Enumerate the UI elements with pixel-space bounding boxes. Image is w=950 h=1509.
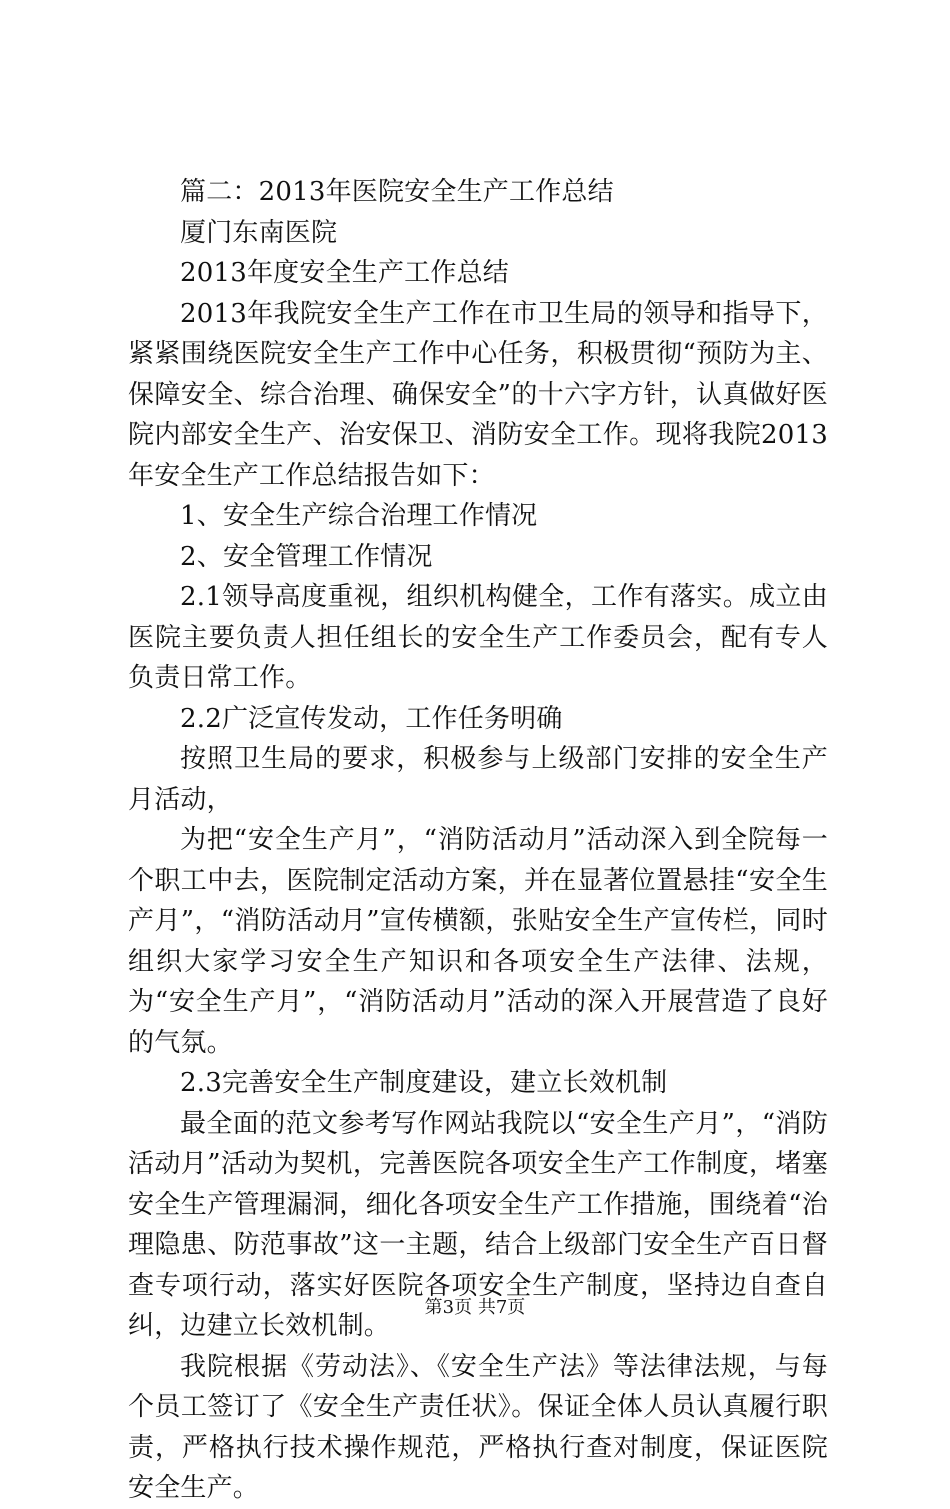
item-2-2-paragraph-a: 按照卫生局的要求，积极参与上级部门安排的安全生产月活动，: [128, 744, 828, 815]
organization-name: 厦门东南医院: [180, 217, 338, 248]
page-footer: 第3页 共7页: [424, 1297, 526, 1318]
item-2-3-heading: 2.3完善安全生产制度建设，建立长效机制: [180, 1068, 668, 1098]
item-2-1-paragraph: 2.1领导高度重视，组织机构健全，工作有落实。成立由医院主要负责人担任组长的安全生产工作委员会，配有专人负责日常工作。: [128, 582, 828, 693]
item-2-heading: 2、安全管理工作情况: [180, 541, 433, 572]
item-2-2-heading: 2.2广泛宣传发动，工作任务明确: [180, 703, 563, 734]
report-title: 2013年度安全生产工作总结: [180, 258, 509, 288]
item-2-2-paragraph-b: 为把“安全生产月”，“消防活动月”活动深入到全院每一个职工中去，医院制定活动方案，并在显著位置悬挂“安全生产月”，“消防活动月”宣传横额，张贴安全生产宣传栏，同时组织大家学习安全生产知识和各项安全生产法律、法规，为“安全生产月”，“消防活动月”活动的深入开展营造了良好的气氛。: [128, 825, 828, 1058]
intro-paragraph: 2013年我院安全生产工作在市卫生局的领导和指导下，紧紧围绕医院安全生产工作中心任务，积极贯彻“预防为主、保障安全、综合治理、确保安全”的十六字方针，认真做好医院内部安全生产、治安保卫、消防安全工作。现将我院2013年安全生产工作总结报告如下：: [128, 298, 828, 491]
section-heading: 篇二：2013年医院安全生产工作总结: [180, 177, 614, 207]
item-1-heading: 1、安全生产综合治理工作情况: [180, 501, 538, 531]
item-2-3-paragraph-b: 我院根据《劳动法》、《安全生产法》等法律法规，与每个员工签订了《安全生产责任状》。保证全体人员认真履行职责，严格执行技术操作规范，严格执行查对制度，保证医院安全生产。: [128, 1351, 828, 1503]
item-2-3-paragraph-a: 最全面的范文参考写作网站我院以“安全生产月”，“消防活动月”活动为契机，完善医院各项安全生产工作制度，堵塞安全生产管理漏洞，细化各项安全生产工作措施，围绕着“治理隐患、防范事故”这一主题，结合上级部门安全生产百日督查专项行动，落实好医院各项安全生产制度，坚持边自查自纠，边建立长效机制。: [128, 1108, 828, 1341]
